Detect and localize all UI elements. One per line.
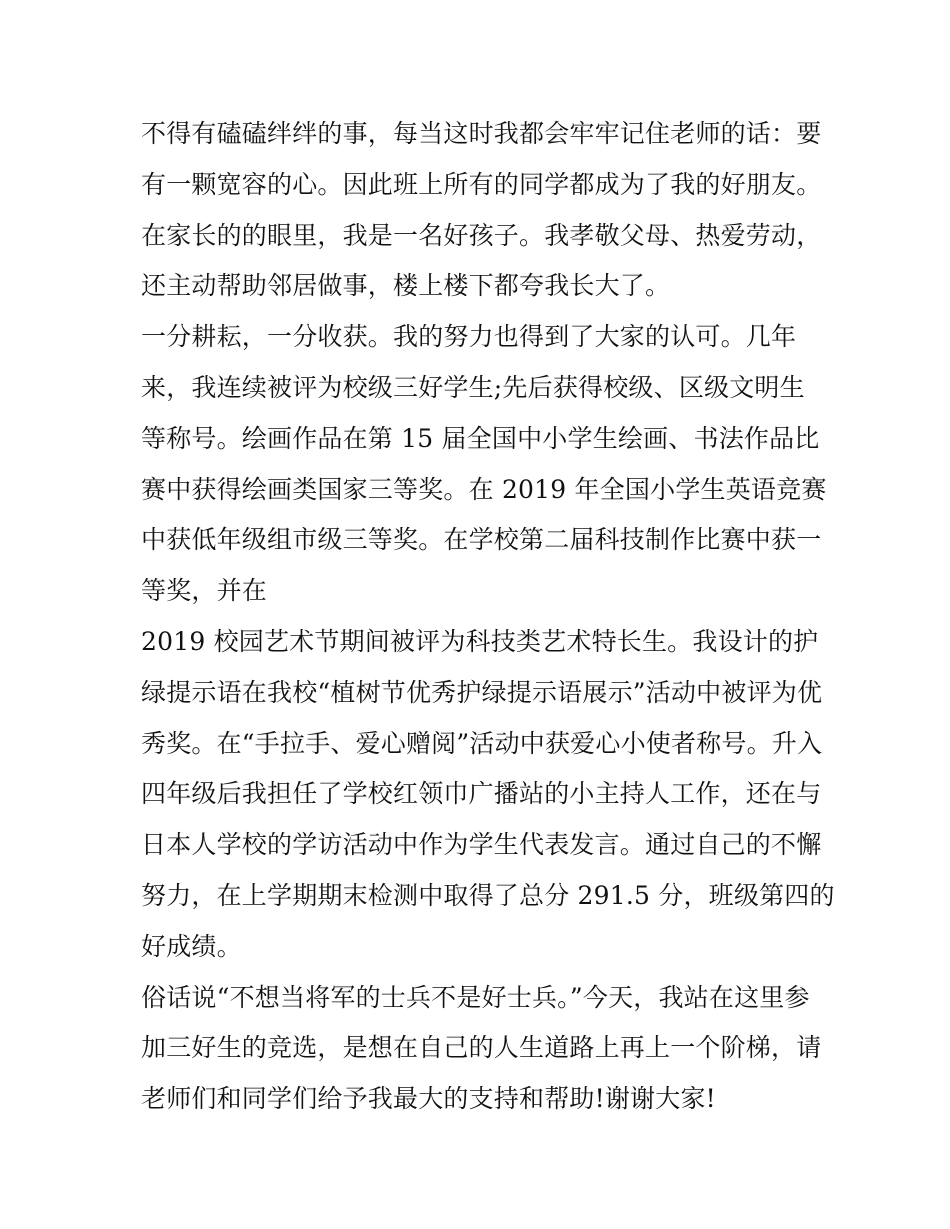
text-line: 四年级后我担任了学校红领巾广播站的小主持人工作，还在与: [141, 779, 822, 809]
text-line: 一分耕耘，一分收获。我的努力也得到了大家的认可。几年: [141, 322, 797, 352]
text-line: 中获低年级组市级三等奖。在学校第二届科技制作比赛中获一: [141, 525, 822, 555]
text-line: 2019 校园艺术节期间被评为科技类艺术特长生。我设计的护: [141, 626, 819, 656]
text-line: 不得有磕磕绊绊的事，每当这时我都会牢牢记住老师的话：要: [141, 119, 822, 148]
text-line: 赛中获得绘画类国家三等奖。在 2019 年全国小学生英语竞赛: [141, 474, 827, 504]
text-line: 来，我连续被评为校级三好学生;先后获得校级、区级文明生: [141, 372, 805, 402]
text-line: 绿提示语在我校“植树节优秀护绿提示语展示”活动中被评为优: [141, 677, 823, 707]
text-line: 加三好生的竞选，是想在自己的人生道路上再上一个阶梯，请: [141, 1033, 822, 1063]
text-line: 等奖，并在: [141, 576, 268, 606]
text-line: 秀奖。在“手拉手、爱心赠阅”活动中获爱心小使者称号。升入: [141, 728, 823, 758]
text-line: 在家长的的眼里，我是一名好孩子。我孝敬父母、热爱劳动，: [141, 220, 822, 250]
text-line: 有一颗宽容的心。因此班上所有的同学都成为了我的好朋友。: [141, 169, 822, 199]
text-line: 俗话说“不想当将军的士兵不是好士兵。”今天，我站在这里参: [141, 982, 810, 1012]
text-line: 还主动帮助邻居做事，楼上楼下都夸我长大了。: [141, 271, 671, 301]
text-line: 好成绩。: [141, 931, 242, 961]
text-line: 努力，在上学期期末检测中取得了总分 291.5 分，班级第四的: [141, 880, 835, 910]
text-line: 老师们和同学们给予我最大的支持和帮助!谢谢大家!: [141, 1084, 716, 1114]
text-line: 等称号。绘画作品在第 15 届全国中小学生绘画、书法作品比: [141, 423, 820, 453]
text-line: 日本人学校的学访活动中作为学生代表发言。通过自己的不懈: [141, 830, 822, 860]
body-text: [141, 109, 835, 1125]
